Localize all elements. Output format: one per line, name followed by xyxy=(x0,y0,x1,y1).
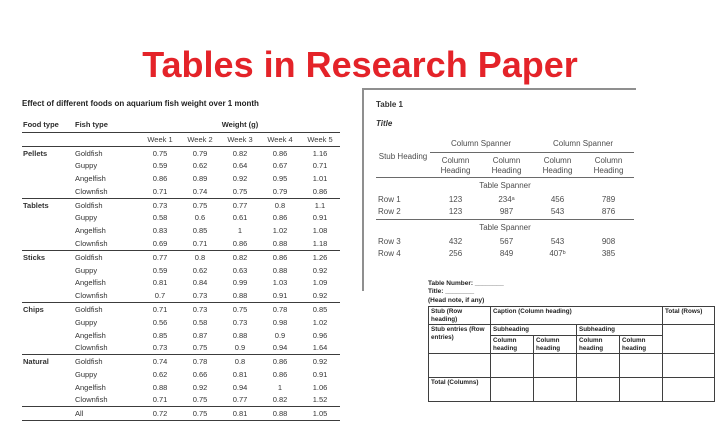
cell xyxy=(22,172,74,185)
week-header: Week 4 xyxy=(260,132,300,146)
cell: 0.59 xyxy=(152,265,168,275)
cell: 0.82 xyxy=(260,394,300,407)
cell: 0.84 xyxy=(192,278,208,288)
cell: 0.79 xyxy=(260,185,300,198)
table-row xyxy=(22,224,340,237)
cell: 0.95 xyxy=(272,174,288,184)
table-row xyxy=(376,235,634,248)
cell: Goldfish xyxy=(75,304,103,314)
cell: 567 xyxy=(499,236,514,246)
week-header: Week 2 xyxy=(180,132,220,146)
template-title: Title: ________ xyxy=(428,288,475,296)
cell: 0.6 xyxy=(194,213,206,223)
cell: 0.8 xyxy=(274,200,286,210)
cell: 0.82 xyxy=(232,148,248,158)
cell: 0.8 xyxy=(194,252,206,262)
subheading-cell: Subheading xyxy=(577,325,663,336)
cell: 0.75 xyxy=(192,200,208,210)
cell xyxy=(663,354,715,378)
cell: Guppy xyxy=(75,161,98,171)
template-grid xyxy=(428,306,715,402)
template-row xyxy=(429,354,715,378)
cell xyxy=(491,354,534,378)
cell: 0.86 xyxy=(272,213,288,223)
column-heading: Column Heading xyxy=(481,153,532,178)
cell: 0.92 xyxy=(232,174,248,184)
cell xyxy=(620,378,663,402)
table-row xyxy=(376,206,634,219)
stub-cell: Stub (Row heading) xyxy=(429,307,491,325)
cell: 0.91 xyxy=(312,369,328,379)
table-row xyxy=(22,303,340,316)
cell: 0.9 xyxy=(274,330,286,340)
cell: 1 xyxy=(277,382,283,392)
cell: 0.81 xyxy=(152,278,168,288)
column-heading-cell: Column heading xyxy=(620,335,663,353)
cell: Natural xyxy=(23,357,49,367)
fish-week-row xyxy=(22,132,340,146)
cell: 0.73 xyxy=(192,304,208,314)
cell: 0.83 xyxy=(152,226,168,236)
cell xyxy=(22,381,74,394)
cell: Clownfish xyxy=(74,341,140,354)
cell xyxy=(22,394,74,407)
cell: 1.02 xyxy=(272,226,288,236)
cell xyxy=(22,224,74,237)
row-label: Row 2 xyxy=(378,207,401,217)
row-label: Row 3 xyxy=(378,236,401,246)
column-heading-cell: Column heading xyxy=(491,335,534,353)
cell: 0.88 xyxy=(272,265,288,275)
cell: Angelfish xyxy=(75,330,106,340)
cell xyxy=(620,354,663,378)
cell: 0.99 xyxy=(232,278,248,288)
cell: 0.72 xyxy=(140,407,180,421)
cell: 0.74 xyxy=(180,185,220,198)
cell: 0.71 xyxy=(140,185,180,198)
stub-heading: Stub Heading xyxy=(376,137,430,177)
cell: Angelfish xyxy=(75,174,106,184)
cell xyxy=(22,185,74,198)
cell: 0.79 xyxy=(192,148,208,158)
cell: 0.58 xyxy=(152,213,168,223)
cell: 1.08 xyxy=(312,226,328,236)
cell: Guppy xyxy=(75,369,98,379)
cell: 0.87 xyxy=(192,330,208,340)
cell: 0.62 xyxy=(192,265,208,275)
apa-table xyxy=(376,137,634,260)
table-row xyxy=(22,159,340,172)
cell: 0.88 xyxy=(260,237,300,250)
cell: 0.59 xyxy=(152,161,168,171)
cell: 0.85 xyxy=(312,304,328,314)
cell: 0.73 xyxy=(140,341,180,354)
table-row xyxy=(376,193,634,206)
cell: 0.61 xyxy=(232,213,248,223)
cell: Tablets xyxy=(23,200,49,210)
table-row xyxy=(22,212,340,225)
cell xyxy=(22,368,74,381)
cell xyxy=(22,276,74,289)
cell: Clownfish xyxy=(74,289,140,302)
cell xyxy=(22,329,74,342)
table-spanner-row xyxy=(376,177,634,193)
cell: 0.82 xyxy=(232,252,248,262)
cell: Angelfish xyxy=(75,226,106,236)
week-header: Week 5 xyxy=(300,132,340,146)
cell: 0.98 xyxy=(272,317,288,327)
spanner-row xyxy=(376,137,634,153)
cell: 1.03 xyxy=(272,278,288,288)
cell: 0.56 xyxy=(152,317,168,327)
table-spanner: Table Spanner xyxy=(479,180,531,190)
apa-table-label: Table 1 xyxy=(376,100,403,109)
table-row xyxy=(22,289,340,302)
cell: 0.62 xyxy=(192,161,208,171)
cell: Goldfish xyxy=(75,200,103,210)
col-weight: Weight (g) xyxy=(140,118,340,132)
column-heading: Column Heading xyxy=(532,153,583,178)
cell: 1.52 xyxy=(300,394,340,407)
template-headnote: (Head note, if any) xyxy=(428,296,485,304)
cell: 0.91 xyxy=(260,289,300,302)
table-row xyxy=(22,394,340,407)
page-title: Tables in Research Paper xyxy=(142,44,578,85)
cell: 1.1 xyxy=(314,200,326,210)
cell: 0.63 xyxy=(232,265,248,275)
table-row xyxy=(22,276,340,289)
table-row xyxy=(22,329,340,342)
cell: Goldfish xyxy=(75,148,103,158)
cell: 0.9 xyxy=(220,341,260,354)
cell: 0.73 xyxy=(232,317,248,327)
row-label: Row 4 xyxy=(378,249,401,259)
cell: 1.09 xyxy=(312,278,328,288)
cell: Goldfish xyxy=(75,357,103,367)
cell: 0.91 xyxy=(312,213,328,223)
cell: 908 xyxy=(601,236,616,246)
column-heading-cell: Column heading xyxy=(577,335,620,353)
cell: Chips xyxy=(23,304,44,314)
cell: 0.75 xyxy=(220,185,260,198)
table-spanner-row xyxy=(376,219,634,235)
cell: 1.16 xyxy=(312,148,328,158)
col-fish-type: Fish type xyxy=(74,118,140,132)
cell: 0.86 xyxy=(272,357,288,367)
cell: 0.75 xyxy=(152,148,168,158)
cell: 0.86 xyxy=(272,148,288,158)
cell: 0.73 xyxy=(152,200,168,210)
cell: 0.66 xyxy=(192,369,208,379)
table-row xyxy=(22,237,340,250)
cell: 0.71 xyxy=(180,237,220,250)
cell: 0.67 xyxy=(272,161,288,171)
column-heading: Column Heading xyxy=(583,153,634,178)
cell: 1.26 xyxy=(312,252,328,262)
table-row xyxy=(22,250,340,263)
cell: Guppy xyxy=(75,265,98,275)
cell: 0.58 xyxy=(192,317,208,327)
cell: 123 xyxy=(448,194,463,204)
table-row xyxy=(22,368,340,381)
cell xyxy=(22,407,74,421)
cell: 0.75 xyxy=(232,304,248,314)
cell: 123 xyxy=(448,207,463,217)
cell: 0.86 xyxy=(220,237,260,250)
cell: 407ᵇ xyxy=(549,249,566,259)
cell: 0.75 xyxy=(180,341,220,354)
template-row xyxy=(429,378,715,402)
cell: 876 xyxy=(601,207,616,217)
cell: 0.64 xyxy=(232,161,248,171)
cell: 543 xyxy=(550,236,565,246)
cell xyxy=(663,378,715,402)
cell xyxy=(534,378,577,402)
cell: 0.92 xyxy=(312,357,328,367)
table-row xyxy=(22,264,340,277)
cell: 0.94 xyxy=(232,382,248,392)
cell xyxy=(22,237,74,250)
spacer-cell xyxy=(22,132,74,146)
cell: 849 xyxy=(499,249,514,259)
table-row xyxy=(22,198,340,211)
total-columns-cell: Total (Columns) xyxy=(429,378,491,402)
cell: 0.77 xyxy=(220,394,260,407)
cell: 0.75 xyxy=(180,394,220,407)
column-heading: Column Heading xyxy=(430,153,481,178)
cell: Guppy xyxy=(75,213,98,223)
cell: 0.88 xyxy=(152,382,168,392)
cell: 456 xyxy=(550,194,565,204)
cell: 0.69 xyxy=(140,237,180,250)
cell: 0.86 xyxy=(152,174,168,184)
stub-entries-cell: Stub entries (Row entries) xyxy=(429,325,491,354)
fish-weight-panel xyxy=(22,99,340,421)
summary-row xyxy=(22,407,340,421)
cell: 1.05 xyxy=(300,407,340,421)
cell: 0.88 xyxy=(220,289,260,302)
table-row xyxy=(22,185,340,198)
cell: 0.74 xyxy=(152,357,168,367)
cell: 0.81 xyxy=(232,369,248,379)
template-row xyxy=(429,307,715,325)
cell: 234ᵃ xyxy=(498,194,515,204)
apa-sample-panel xyxy=(362,88,636,291)
cell: 789 xyxy=(601,194,616,204)
cell: 0.78 xyxy=(192,357,208,367)
column-spanner: Column Spanner xyxy=(430,137,532,153)
cell: Clownfish xyxy=(74,394,140,407)
cell: 0.81 xyxy=(220,407,260,421)
fish-table-caption: Effect of different foods on aquarium fish weight over 1 month xyxy=(22,99,259,108)
week-header: Week 1 xyxy=(140,132,180,146)
cell: 0.71 xyxy=(152,304,168,314)
col-food-type: Food type xyxy=(22,118,74,132)
cell: 543 xyxy=(550,207,565,217)
table-row xyxy=(22,355,340,368)
cell xyxy=(22,264,74,277)
cell: 0.73 xyxy=(180,289,220,302)
cell: 0.71 xyxy=(140,394,180,407)
subheading-cell: Subheading xyxy=(491,325,577,336)
cell: 0.85 xyxy=(192,226,208,236)
table-row xyxy=(22,172,340,185)
cell xyxy=(22,341,74,354)
cell: 0.75 xyxy=(180,407,220,421)
cell: 0.7 xyxy=(140,289,180,302)
cell: 0.94 xyxy=(260,341,300,354)
cell: 1.01 xyxy=(312,174,328,184)
table-row xyxy=(376,248,634,261)
cell: Goldfish xyxy=(75,252,103,262)
cell: 0.92 xyxy=(300,289,340,302)
cell: Angelfish xyxy=(75,382,106,392)
cell: All xyxy=(74,407,140,421)
cell xyxy=(663,325,715,354)
table-row xyxy=(22,341,340,354)
cell: Clownfish xyxy=(74,185,140,198)
cell: 987 xyxy=(499,207,514,217)
cell xyxy=(577,378,620,402)
cell: 0.86 xyxy=(272,369,288,379)
cell xyxy=(534,354,577,378)
cell: 0.8 xyxy=(234,357,246,367)
total-rows-cell: Total (Rows) xyxy=(663,307,715,325)
table-template-panel xyxy=(428,280,714,402)
cell: 0.77 xyxy=(232,200,248,210)
cell: 0.77 xyxy=(152,252,168,262)
cell: 0.88 xyxy=(232,330,248,340)
caption-cell: Caption (Column heading) xyxy=(491,307,663,325)
cell: 0.92 xyxy=(312,265,328,275)
week-header: Week 3 xyxy=(220,132,260,146)
cell: 256 xyxy=(448,249,463,259)
cell: 1.18 xyxy=(300,237,340,250)
cell xyxy=(22,289,74,302)
cell: 0.92 xyxy=(192,382,208,392)
cell: 0.85 xyxy=(152,330,168,340)
table-row xyxy=(22,316,340,329)
cell: 0.78 xyxy=(272,304,288,314)
table-row xyxy=(22,146,340,159)
row-label: Row 1 xyxy=(378,194,401,204)
cell: 0.89 xyxy=(192,174,208,184)
cell xyxy=(22,159,74,172)
table-row xyxy=(22,381,340,394)
cell: Sticks xyxy=(23,252,46,262)
cell xyxy=(22,316,74,329)
cell: 1.64 xyxy=(300,341,340,354)
cell: Clownfish xyxy=(74,237,140,250)
cell xyxy=(491,378,534,402)
cell: 1.02 xyxy=(312,317,328,327)
fish-header-row xyxy=(22,118,340,132)
column-heading-cell: Column heading xyxy=(534,335,577,353)
table-spanner: Table Spanner xyxy=(376,219,634,235)
fish-table xyxy=(22,118,340,421)
cell: 0.88 xyxy=(260,407,300,421)
cell xyxy=(577,354,620,378)
cell: 385 xyxy=(601,249,616,259)
cell: 0.96 xyxy=(312,330,328,340)
cell: 0.86 xyxy=(272,252,288,262)
cell: 1.06 xyxy=(312,382,328,392)
template-table-number: Table Number: ________ xyxy=(428,280,504,287)
cell: 432 xyxy=(448,236,463,246)
cell xyxy=(22,212,74,225)
cell: Pellets xyxy=(23,148,48,158)
apa-table-title: Title xyxy=(376,119,393,128)
cell xyxy=(429,354,491,378)
cell: Angelfish xyxy=(75,278,106,288)
cell: 1 xyxy=(237,226,243,236)
cell: 0.86 xyxy=(300,185,340,198)
cell: 0.62 xyxy=(152,369,168,379)
column-spanner: Column Spanner xyxy=(532,137,634,153)
spacer-cell xyxy=(74,132,140,146)
cell: 0.71 xyxy=(312,161,328,171)
cell: Guppy xyxy=(75,317,98,327)
template-row xyxy=(429,325,715,336)
